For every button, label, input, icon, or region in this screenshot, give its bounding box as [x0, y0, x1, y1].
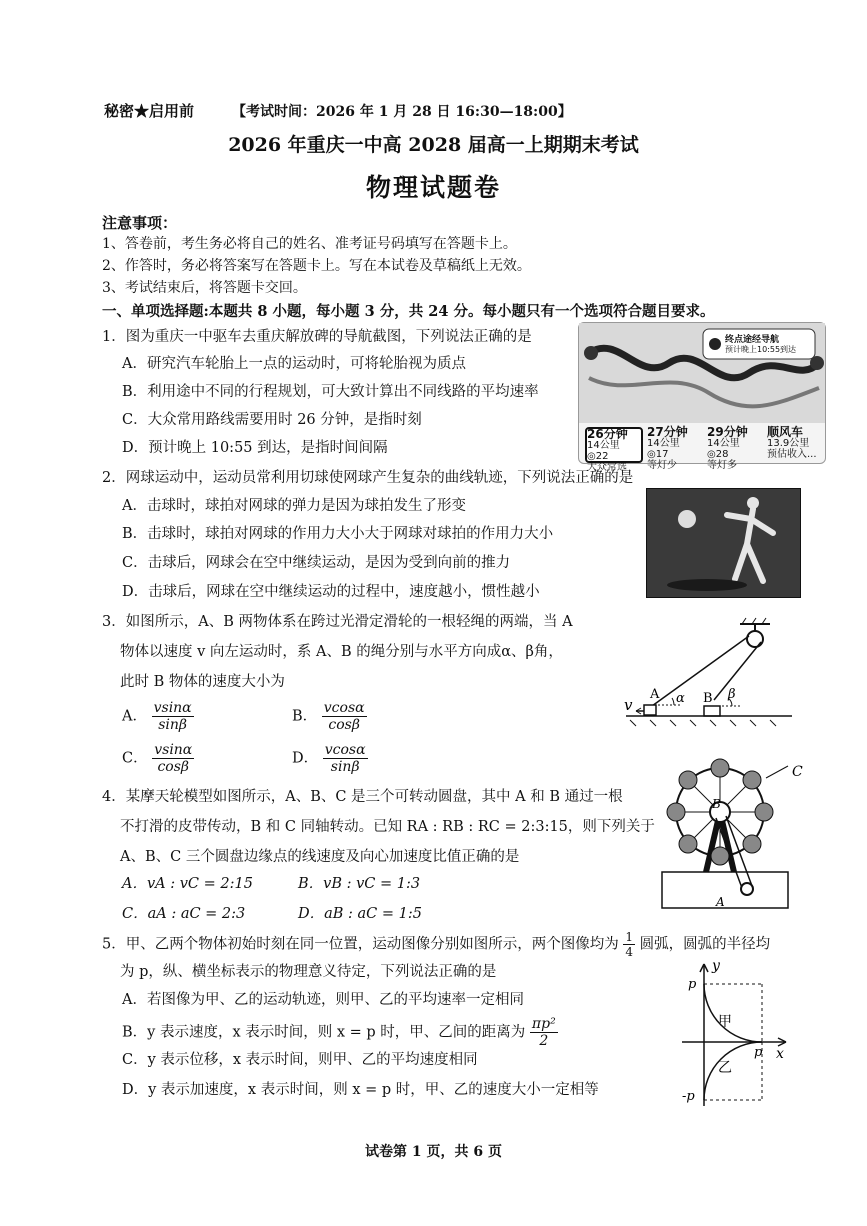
- note-item: 1、答卷前，考生务必将自己的姓名、准考证号码填写在答题卡上。: [102, 236, 517, 252]
- route-detail: 14公里 ◎28: [707, 438, 740, 460]
- q1-stem: 1．图为重庆一中驱车去重庆解放碑的导航截图，下列说法正确的是: [102, 329, 532, 345]
- beta-label: β: [728, 687, 736, 702]
- q3-d-num: vcosα: [324, 742, 366, 758]
- q5-stem-2: 为 p，纵、横坐标表示的物理意义待定，下列说法正确的是: [120, 964, 497, 980]
- q3-option-c: C． $\frac{vsin\alpha}{\cos\beta}$: [122, 742, 193, 775]
- q3-c-den: cosβ: [157, 759, 190, 775]
- q5-option-b: B．y 表示速度，x 表示时间，则 x = p 时，甲、乙间的距离为 $\frac{\text{πp²}}{2}$: [122, 1016, 556, 1049]
- q4-stem-1: 4．某摩天轮模型如图所示，A、B、C 是三个可转动圆盘，其中 A 和 B 通过一根: [102, 789, 623, 805]
- q2-option-d: D．击球后，网球在空中继续运动的过程中，速度越小，惯性越小: [122, 584, 540, 600]
- alpha-label: α: [676, 691, 685, 706]
- q5-option-d: D．y 表示加速度，x 表示时间，则 x = p 时，甲、乙的速度大小一定相等: [122, 1082, 599, 1098]
- q2-option-c: C．击球后，网球会在空中继续运动，是因为受到向前的推力: [122, 555, 511, 571]
- pulley-diagram: [622, 614, 802, 744]
- q3-a-den: sinβ: [158, 717, 187, 733]
- q3-b-num: vcosα: [323, 700, 365, 716]
- q5-option-c: C．y 表示位移，x 表示时间，则甲、乙的平均速度相同: [122, 1052, 478, 1068]
- q3-stem-3: 此时 B 物体的速度大小为: [120, 674, 285, 690]
- q3-b-den: cosβ: [328, 717, 360, 733]
- q5-frac-num: 1: [625, 930, 633, 944]
- q4-stem-3: A、B、C 三个圆盘边缘点的线速度及向心加速度比值正确的是: [120, 849, 520, 865]
- route-time: 29分钟: [707, 425, 748, 439]
- route-time: 顺风车: [767, 425, 804, 439]
- note-item: 2、作答时，务必将答案写在答题卡上。写在本试卷及草稿纸上无效。: [102, 258, 531, 274]
- body-b-label: B: [703, 691, 713, 706]
- p-right-label: p: [754, 1045, 763, 1060]
- x-axis-label: x: [776, 1046, 784, 1062]
- q4-option-c: C．aA : aC = 2:3: [122, 906, 246, 922]
- q2-option-a: A．击球时，球拍对网球的弹力是因为球拍发生了形变: [122, 498, 466, 514]
- route-detail: 13.9公里: [767, 438, 810, 449]
- q5-option-a: A．若图像为甲、乙的运动轨迹，则甲、乙的平均速率一定相同: [122, 992, 524, 1008]
- route-time: 26分钟: [587, 427, 628, 441]
- route-detail: 14公里 ◎22: [587, 440, 620, 462]
- disk-b-label: B: [712, 797, 721, 811]
- velocity-label: v: [624, 696, 633, 714]
- page-footer: 试卷第 1 页，共 6 页: [365, 1144, 502, 1160]
- q1-option-b: B．利用途中不同的行程规划，可大致计算出不同线路的平均速率: [122, 384, 539, 400]
- p-top-label: p: [688, 977, 697, 992]
- q5-stem-1: 5．甲、乙两个物体初始时刻在同一位置，运动图像分别如图所示，两个图像均为 $\frac{1}{4}$ 圆弧，圆弧的半径均: [102, 930, 771, 959]
- section-heading: 一、单项选择题:本题共 8 小题，每小题 3 分，共 24 分。每小题只有一个选项符合题目要求。: [102, 303, 715, 320]
- p-bottom-label: -p: [682, 1089, 695, 1104]
- q1-option-d: D．预计晚上 10:55 到达，是指时间间隔: [122, 440, 388, 456]
- q1-option-c: C．大众常用路线需要用时 26 分钟，是指时刻: [122, 412, 422, 428]
- q3-a-num: vsinα: [153, 700, 192, 716]
- q3-option-a: A． $\frac{vsin\alpha}{\sin\beta}$: [122, 700, 192, 733]
- tennis-photo: [646, 488, 801, 598]
- q3-stem-1: 3．如图所示，A、B 两物体系在跨过光滑定滑轮的一根轻绳的两端，当 A: [102, 614, 573, 630]
- q3-d-den: sinβ: [330, 759, 360, 775]
- q4-stem-2: 不打滑的皮带传动，B 和 C 同轴转动。已知 RA : RB : RC = 2:3:15，则下列关于: [120, 819, 655, 835]
- q4-option-d: D．aB : aC = 1:5: [298, 906, 422, 922]
- route-tag: 等灯多: [707, 460, 737, 471]
- yi-label: 乙: [718, 1060, 732, 1076]
- q4-option-b: B．vB : vC = 1:3: [298, 876, 421, 892]
- route-tag: 等灯少: [647, 460, 677, 471]
- route-tag: 大众常选: [587, 462, 627, 473]
- q3-option-d: D． $\frac{vcos\alpha}{\sin\beta}$: [292, 742, 366, 775]
- navigation-screenshot: [578, 322, 826, 473]
- note-item: 3、考试结束后，将答题卡交回。: [102, 280, 307, 296]
- exam-title: 2026 年重庆一中高 2028 届高一上期期末考试: [228, 134, 639, 156]
- q3-stem-2: 物体以速度 v 向左运动时，系 A、B 的绳分别与水平方向成α、β角，: [120, 644, 563, 660]
- disk-c-label: C: [792, 764, 803, 780]
- route-time: 27分钟: [647, 425, 688, 439]
- route-card: [647, 425, 701, 471]
- notes-heading: 注意事项：: [102, 214, 178, 232]
- q2-stem: 2．网球运动中，运动员常利用切球使网球产生复杂的曲线轨迹，下列说法正确的是: [102, 470, 634, 486]
- q3-c-num: vsinα: [154, 742, 193, 758]
- y-axis-label: y: [712, 958, 720, 974]
- q5-b-den: 2: [539, 1033, 549, 1049]
- q1-option-a: A．研究汽车轮胎上一点的运动时，可将轮胎视为质点: [122, 356, 466, 372]
- secret-label: 秘密★启用前: [104, 102, 195, 120]
- q4-option-a: A．vA : vC = 2:15: [122, 876, 253, 892]
- route-card: [767, 427, 821, 459]
- exam-subtitle: 物理试题卷: [365, 173, 501, 202]
- route-card: [585, 427, 643, 473]
- body-a-label: A: [650, 687, 660, 702]
- route-tag: 预估收入...: [767, 449, 817, 460]
- q3-option-b: B． $\frac{vcos\alpha}{\cos\beta}$: [292, 700, 365, 733]
- motion-graph: [676, 956, 796, 1116]
- q5-frac-den: 4: [625, 945, 633, 959]
- exam-time: 【考试时间：2026 年 1 月 28 日 16:30—18:00】: [232, 104, 572, 120]
- ferris-wheel-diagram: [646, 752, 806, 912]
- route-detail: 14公里 ◎17: [647, 438, 680, 460]
- jia-label: 甲: [718, 1014, 732, 1030]
- route-card: [707, 425, 761, 471]
- nav-banner: 终点途经导航: [725, 335, 780, 345]
- q2-option-b: B．击球时，球拍对网球的作用力大小大于网球对球拍的作用力大小: [122, 526, 554, 542]
- q5-b-num: πp²: [531, 1016, 556, 1032]
- route-map: [579, 323, 825, 423]
- disk-a-label: A: [716, 895, 725, 909]
- nav-banner-sub: 预计晚上10:55到达: [725, 345, 797, 354]
